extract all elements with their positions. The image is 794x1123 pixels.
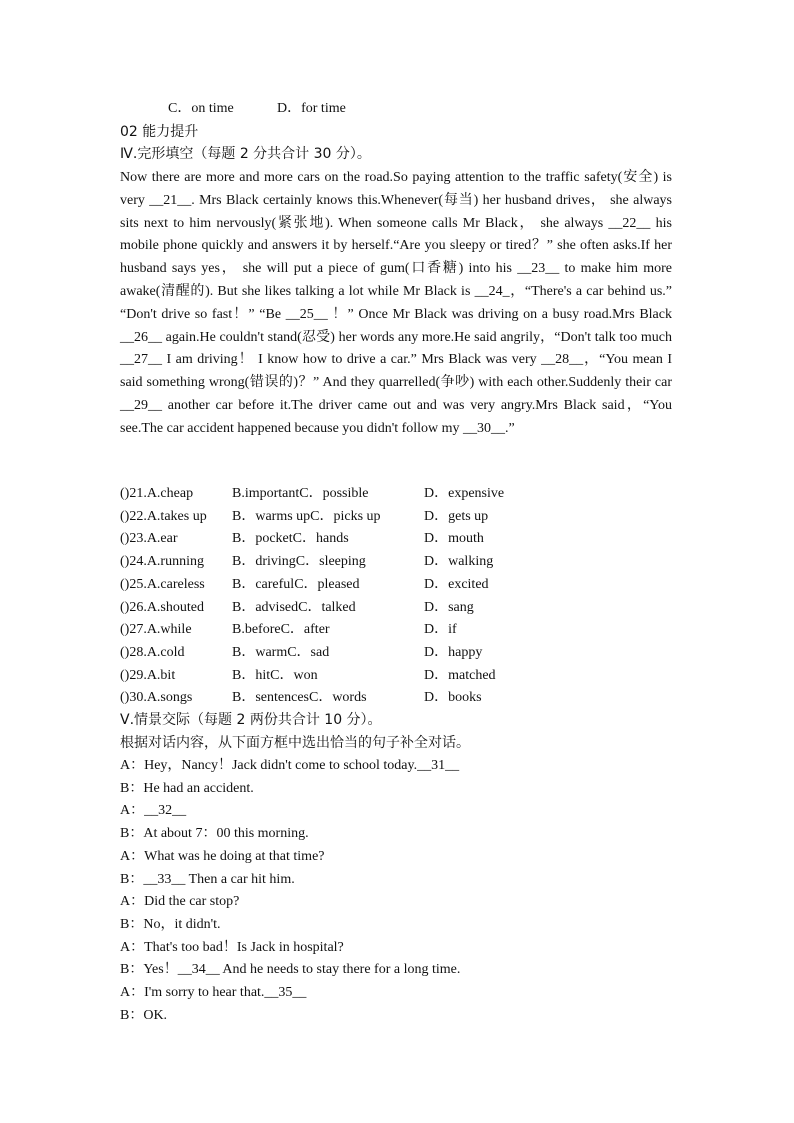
question-option: D．sang [424,599,474,615]
question-option: B.importantC．possible [232,486,369,501]
question-option: B．carefulC．pleased [232,576,360,592]
dialog-line: A：__32__ [120,803,187,819]
question-option: B．advisedC．talked [232,599,356,615]
question-option: D．matched [424,667,496,683]
question-stem: ()23.A.ear [120,531,178,547]
dialog-line: A：That's too bad！Is Jack in hospital? [120,939,344,955]
section-v-instruction: 根据对话内容，从下面方框中选出恰当的句子补全对话。 [120,735,470,751]
question-option: B．drivingC．sleeping [232,554,366,570]
question-option: B．hitC．won [232,667,318,683]
question-option: B.beforeC．after [232,622,330,638]
question-option: D．excited [424,576,489,592]
question-stem: ()28.A.cold [120,644,185,660]
dialog-line: A：Did the car stop? [120,894,240,910]
dialog-line: A：What was he doing at that time? [120,848,325,864]
question-stem: ()30.A.songs [120,690,193,706]
dialog-line: A：Hey，Nancy！Jack didn't come to school today.__31__ [120,758,460,773]
question-stem: ()25.A.careless [120,576,205,592]
dialog-line: A：I'm sorry to hear that.__35__ [120,985,307,1000]
dialog-line: B：No，it didn't. [120,916,221,932]
question-option: B．sentencesC．words [232,690,367,706]
question-stem: ()21.A.cheap [120,486,194,501]
question-option: D．gets up [424,508,489,524]
question-option: D．happy [424,644,483,660]
dialog-line: B：At about 7：00 this morning. [120,826,309,842]
question-option: D．mouth [424,531,484,547]
question-stem: ()26.A.shouted [120,599,204,615]
question-stem: ()24.A.running [120,554,204,570]
question-stem: ()22.A.takes up [120,508,207,524]
section-iv-heading: Ⅳ.完形填空（每题 2 分共合计 30 分）。 [120,146,371,162]
cloze-passage: Now there are more and more cars on the road.So paying attention to the traffic safety(安全) is very __21__. Mrs Black certainly knows this.Whenever(每当) her husband drives， she always sits next to him nervously(紧张地). When someone calls Mr Black， she always __22__ his mobile phone quickly and answers it by herself.“Are you sleepy or tired？” she often asks.If her husband says yes， she will put a piece of gum(口香糖) into his __23__ to make him more awake(清醒的). But she likes talking a lot while Mr Black is __24_，“There's a car behind us.” “Don't drive so fast！” “Be __25__ ！” Once Mr Black was driving on a busy road.Mrs Black __26__ again.He couldn't stand(忍受) her words any more.He said angrily，“Don't talk too much __27__ I am driving！ I know how to drive a car.” Mrs Black was very __28__，“You mean I said something wrong(错误的)？” And they quarrelled(争吵) with each other.Suddenly their car __29__ another car before it.The driver came out and was very angry.Mrs Black said，“You see.The car accident happened because you didn't follow my __30__.” [120,170,672,436]
question-option: D．expensive [424,486,505,501]
question-option: D．walking [424,554,494,570]
question-stem: ()27.A.while [120,622,192,638]
question-stem: ()29.A.bit [120,667,176,683]
dialog-line: B：Yes！__34__ And he needs to stay there for a long time. [120,962,461,978]
question-option: D．if [424,622,457,638]
question-option: B．pocketC．hands [232,531,349,547]
question-option: B．warms upC．picks up [232,508,381,524]
question-option: B．warmC．sad [232,644,330,660]
option-d-top: D．for time [277,101,346,116]
section-v-heading: Ⅴ.情景交际（每题 2 两份共合计 10 分）。 [120,712,382,728]
option-c-top: C．on time [168,101,234,116]
section-02-heading: 02 能力提升 [120,124,199,140]
dialog-line: B：__33__ Then a car hit him. [120,871,295,887]
dialog-line: B：He had an accident. [120,780,254,796]
dialog-line: B：OK. [120,1007,168,1023]
question-option: D．books [424,690,482,706]
